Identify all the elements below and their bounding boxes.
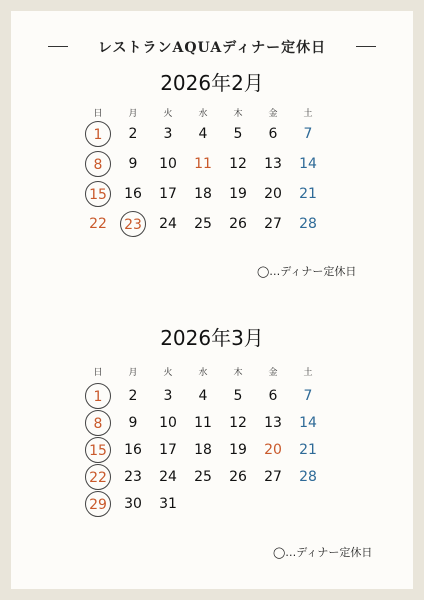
day-cell: 31 xyxy=(159,496,177,512)
day-cell: 24 xyxy=(159,216,177,232)
day-cell: 6 xyxy=(268,388,278,404)
day-cell: 4 xyxy=(198,126,208,142)
day-cell: 20 xyxy=(264,442,282,458)
day-cell: 21 xyxy=(299,186,317,202)
weekday-label: 火 xyxy=(163,109,173,119)
day-cell: 24 xyxy=(159,469,177,485)
day-cell: 7 xyxy=(303,126,313,142)
weekday-label: 日 xyxy=(93,368,103,378)
day-cell: 10 xyxy=(159,415,177,431)
weekday-label: 土 xyxy=(303,109,313,119)
day-cell: 28 xyxy=(299,469,317,485)
day-cell: 26 xyxy=(229,216,247,232)
closed-day-cell: 1 xyxy=(85,383,111,409)
day-cell: 13 xyxy=(264,415,282,431)
day-cell: 16 xyxy=(124,442,142,458)
day-cell: 11 xyxy=(194,415,212,431)
weekday-label: 土 xyxy=(303,368,313,378)
day-cell: 6 xyxy=(268,126,278,142)
day-cell: 11 xyxy=(194,156,212,172)
closed-day-cell: 1 xyxy=(85,121,111,147)
weekday-label: 火 xyxy=(163,368,173,378)
legend-mar: ◯…ディナー定休日 xyxy=(273,546,373,559)
closed-day-cell: 15 xyxy=(85,437,111,463)
day-cell: 20 xyxy=(264,186,282,202)
weekday-label: 水 xyxy=(198,368,208,378)
day-cell: 9 xyxy=(128,156,138,172)
title-right-rule xyxy=(356,46,376,47)
day-cell: 19 xyxy=(229,442,247,458)
day-cell: 27 xyxy=(264,469,282,485)
weekday-label: 木 xyxy=(233,109,243,119)
day-cell: 5 xyxy=(233,126,243,142)
calendar-card xyxy=(11,11,413,589)
day-cell: 14 xyxy=(299,156,317,172)
weekday-label: 月 xyxy=(128,109,138,119)
day-cell: 23 xyxy=(124,469,142,485)
day-cell: 4 xyxy=(198,388,208,404)
day-cell: 28 xyxy=(299,216,317,232)
weekday-label: 月 xyxy=(128,368,138,378)
day-cell: 10 xyxy=(159,156,177,172)
weekday-label: 木 xyxy=(233,368,243,378)
day-cell: 21 xyxy=(299,442,317,458)
day-cell: 16 xyxy=(124,186,142,202)
weekday-label: 金 xyxy=(268,109,278,119)
closed-day-cell: 15 xyxy=(85,181,111,207)
day-cell: 18 xyxy=(194,442,212,458)
weekday-label: 水 xyxy=(198,109,208,119)
day-cell: 25 xyxy=(194,216,212,232)
day-cell: 30 xyxy=(124,496,142,512)
day-cell: 7 xyxy=(303,388,313,404)
day-cell: 2 xyxy=(128,126,138,142)
day-cell: 14 xyxy=(299,415,317,431)
month-title-feb: 2026年2月 xyxy=(160,71,264,95)
weekday-label: 金 xyxy=(268,368,278,378)
day-cell: 2 xyxy=(128,388,138,404)
day-cell: 19 xyxy=(229,186,247,202)
day-cell: 22 xyxy=(89,216,107,232)
closed-day-cell: 22 xyxy=(85,464,111,490)
weekday-label: 日 xyxy=(93,109,103,119)
day-cell: 3 xyxy=(163,126,173,142)
month-title-mar: 2026年3月 xyxy=(160,326,264,350)
day-cell: 9 xyxy=(128,415,138,431)
day-cell: 13 xyxy=(264,156,282,172)
day-cell: 5 xyxy=(233,388,243,404)
closed-day-cell: 8 xyxy=(85,151,111,177)
closed-day-cell: 23 xyxy=(120,211,146,237)
closed-day-cell: 29 xyxy=(85,491,111,517)
day-cell: 17 xyxy=(159,442,177,458)
day-cell: 27 xyxy=(264,216,282,232)
day-cell: 26 xyxy=(229,469,247,485)
page-title: レストランAQUAディナー定休日 xyxy=(97,40,327,56)
day-cell: 3 xyxy=(163,388,173,404)
day-cell: 18 xyxy=(194,186,212,202)
day-cell: 25 xyxy=(194,469,212,485)
day-cell: 12 xyxy=(229,415,247,431)
closed-day-cell: 8 xyxy=(85,410,111,436)
legend-feb: ◯…ディナー定休日 xyxy=(257,265,357,278)
day-cell: 17 xyxy=(159,186,177,202)
day-cell: 12 xyxy=(229,156,247,172)
